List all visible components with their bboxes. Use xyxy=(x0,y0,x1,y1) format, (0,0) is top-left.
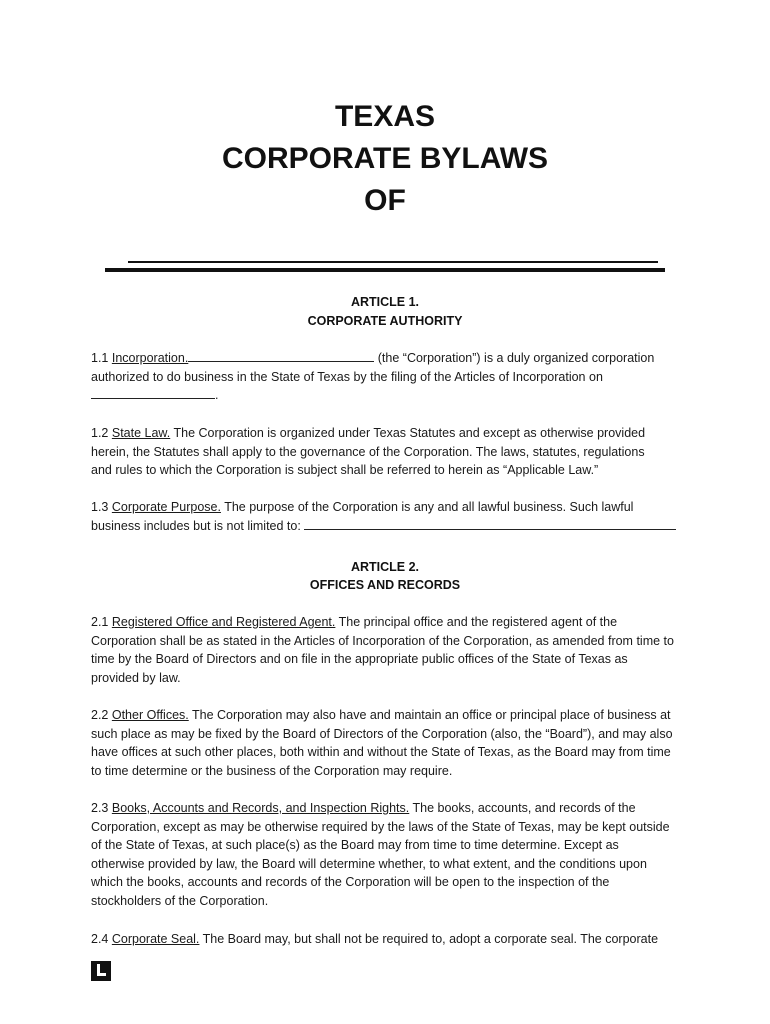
article-2-number: ARTICLE 2. xyxy=(350,560,420,574)
section-heading: Corporate Seal. xyxy=(111,932,200,946)
section-heading: State Law. xyxy=(111,426,171,440)
article-1-title: CORPORATE AUTHORITY xyxy=(307,314,463,328)
legal-templates-logo-icon xyxy=(91,961,111,981)
section-2-3: 2.3 Books, Accounts and Records, and Inspection Rights. The books, accounts, and records of the Corporation, except as may be otherwise required by the laws of the State of Texas, may be kept outside of the State of Texas, at such place(s) as the Board may from time to time determine. Except as otherwise provided by law, the Board will determine whether, to what extent, and the conditions upon which the books, accounts and records of the Corporation will be open to the inspection of the stockholders of the Corporation. xyxy=(91,801,670,908)
corporation-name-blank-line xyxy=(128,261,658,263)
section-2-4: 2.4 Corporate Seal. The Board may, but shall not be required to, adopt a corporate seal. The corporate xyxy=(91,932,659,946)
document-title-line-1: TEXAS xyxy=(334,100,436,133)
section-heading: Incorporation. xyxy=(111,351,189,365)
section-heading: Other Offices. xyxy=(111,708,189,722)
article-2-title: OFFICES AND RECORDS xyxy=(309,578,461,592)
document-title-line-3: OF xyxy=(364,184,406,217)
section-1-2: 1.2 State Law. The Corporation is organized under Texas Statutes and except as otherwise provided herein, the Statutes shall apply to the governance of the Corporation. The laws, statutes, regulations and rules to which the Corporation is subject shall be referred to herein as “Applicable Law.” xyxy=(91,426,646,477)
article-1-number: ARTICLE 1. xyxy=(350,295,420,309)
corporation-name-fill-blank[interactable] xyxy=(188,349,374,362)
section-2-1: 2.1 Registered Office and Registered Agent. The principal office and the registered agent of the Corporation shall be as stated in the Articles of Incorporation of the Corporation, as amended from time to time by the Board of Directors and on file in the appropriate public offices of the State of Texas as provided by law. xyxy=(91,615,674,685)
section-heading: Books, Accounts and Records, and Inspection Rights. xyxy=(111,801,410,815)
document-title-line-2: CORPORATE BYLAWS xyxy=(221,142,549,175)
filing-date-fill-blank[interactable] xyxy=(91,386,215,399)
title-divider-rule xyxy=(105,268,665,272)
business-purpose-fill-blank[interactable] xyxy=(304,517,676,530)
section-2-2: 2.2 Other Offices. The Corporation may also have and maintain an office or principal place of business at such place as may be fixed by the Board of Directors of the Corporation (also, the “Board”), and may also have offices at such other places, both within and without the State of Texas, as the Board may from time to time determine or the business of the Corporation may require. xyxy=(91,708,673,778)
section-1-1: 1.1 Incorporation. (the “Corporation”) is a duly organized corporation authorized to do business in the State of Texas by the filing of the Articles of Incorporation on . xyxy=(91,351,655,402)
section-1-3: 1.3 Corporate Purpose. The purpose of the Corporation is any and all lawful business. Such lawful business includes but is not limited to: xyxy=(91,498,691,535)
section-heading: Corporate Purpose. xyxy=(111,500,221,514)
section-heading: Registered Office and Registered Agent. xyxy=(111,615,336,629)
